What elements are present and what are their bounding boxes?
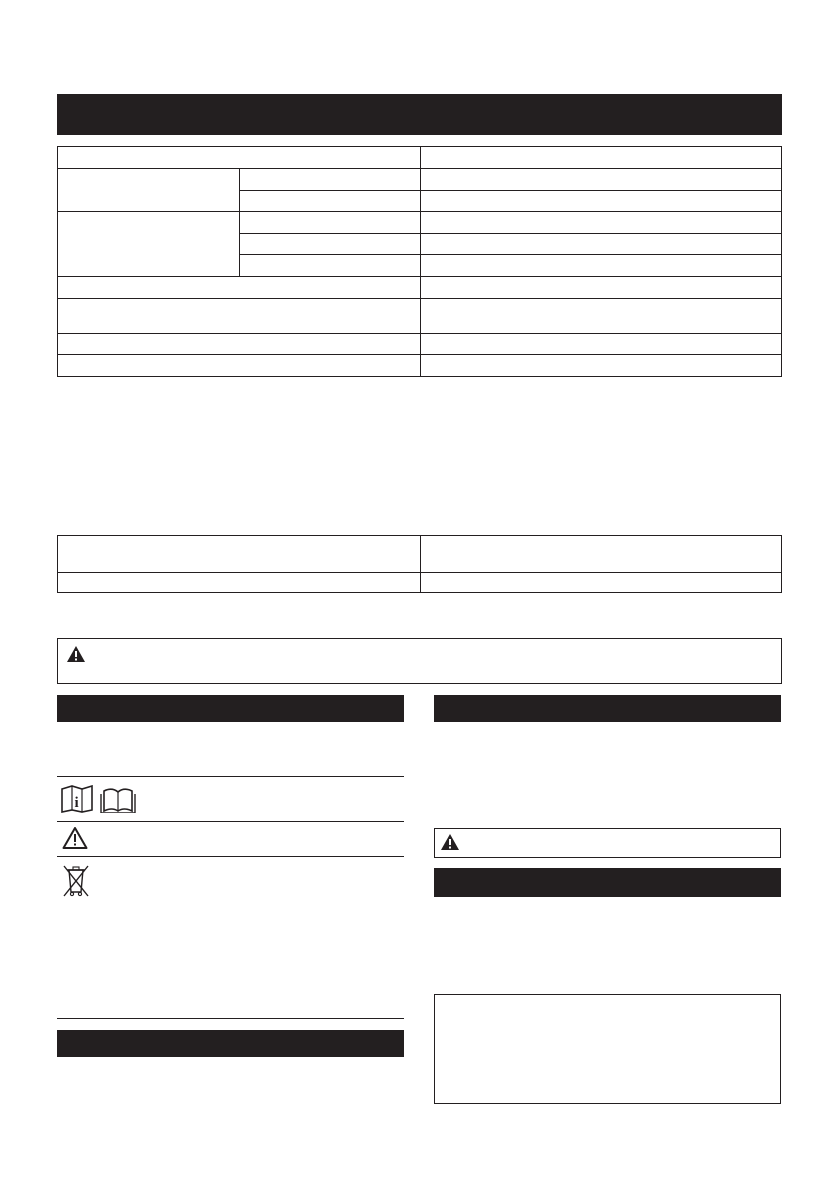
caution-triangle-icon [62,826,88,855]
note-box [434,994,781,1104]
table-row-line [58,572,781,573]
title-bar [57,94,782,135]
symbol-row-divider [57,856,404,857]
table-row-line [58,211,781,212]
warning-triangle-icon [66,645,86,668]
table-row-line [58,298,781,299]
table-row-line [239,254,781,255]
table-row-line [58,333,781,334]
sub-column-divider [239,168,240,276]
table-row-line [239,233,781,234]
svg-text:i: i [74,795,79,811]
table-row-line [239,190,781,191]
table-row-line [58,354,781,355]
section-header-bar [434,695,781,722]
column-divider [420,147,421,376]
warning-label-box [434,828,781,858]
warning-banner [57,638,782,684]
symbol-row-divider [57,821,404,822]
section-header-bar [57,695,404,722]
read-manual-icon [60,785,146,818]
table-row-line [58,276,781,277]
symbol-row-divider [57,776,404,777]
table-row-line [58,168,781,169]
specification-table [57,146,782,377]
secondary-table [57,535,782,593]
column-divider [420,536,421,592]
section-header-bar [434,868,781,897]
warning-triangle-icon [440,833,460,856]
section-header-bar [57,1030,404,1057]
section-divider [57,1018,404,1019]
crossed-bin-icon [62,864,90,903]
